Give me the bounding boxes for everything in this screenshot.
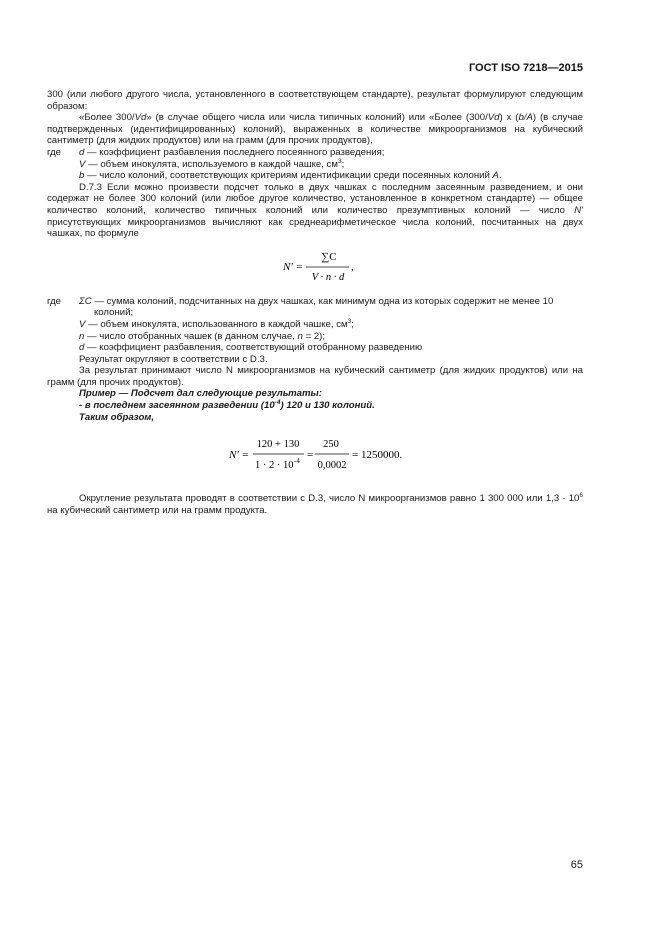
formula2-result: = 1250000. xyxy=(352,449,403,462)
formula1-numerator: ∑C xyxy=(321,250,337,263)
formula-mean-count xyxy=(47,242,583,290)
formula2-equals-1: = xyxy=(307,449,314,462)
formula2-denominator-1: 1 · 2 · 10 xyxy=(255,460,294,472)
document-page xyxy=(47,0,583,935)
formula1-lhs: N' = xyxy=(283,260,303,273)
definitions-list xyxy=(79,147,502,182)
paragraph-rounding: Результат округляют в соответствии с D.3. xyxy=(79,353,268,365)
paragraph-result: За результат принимают число N микроорганизмов на кубический сантиметр (для жидких продуктов) или на грамм (для прочих продуктов). xyxy=(47,365,583,388)
definitions-list-2 xyxy=(79,296,583,354)
example-line: - в последнем засеянном разведении $(10^{-4})$ 120 и 130 колоний. xyxy=(79,398,375,412)
page-number: 65 xyxy=(570,859,583,871)
formula2-numerator-1: 120 + 130 xyxy=(256,439,300,451)
definitions-block-2 xyxy=(47,296,583,354)
formula2-denominator-1-exp: -4 xyxy=(294,457,300,466)
paragraph-intro: 300 (или любого другого числа, установленного в соответствующем стандарте), результат формулируют следующим образом: xyxy=(47,89,583,112)
example-title: Пример — Подсчет дал следующие результаты: xyxy=(79,388,322,400)
formula2-numerator-2: 250 xyxy=(323,439,339,451)
paragraph-d-7-3: D.7.3 Если можно произвести подсчет только в двух чашках с последним засеянным разведением, и они содержат не более 300 колоний (или любое другое количество, установленное в конкретном стандарте) — общее количество колоний, количество типичных колоний или количество презумптивных колоний — число N' присутствующих микроорганизмов вычисляют как среднеарифметическое числа колоний, посчитанных на двух чашках, по формуле xyxy=(47,181,583,240)
formula1-denominator: V · n · d xyxy=(311,271,345,283)
where-label-2: где xyxy=(47,295,62,307)
formula-mean-count-svg xyxy=(47,242,583,290)
definition-sum-c: ΣC — сумма колоний, подсчитанных на двух чашках, как минимум одна из которых содержит не менее 10 колоний; xyxy=(79,295,554,319)
paragraph-result-format: «Более 300/Vd» (в случае общего числа или числа типичных колоний) или «Более (300/Vd) x (b/A) (в случае подтвержденных (идентифицированных) колоний), выраженных в количестве микроорганизмов на кубический сантиметр (для жидких продуктов) или на грамм (для прочих продуктов), xyxy=(47,112,583,147)
formula2-denominator-2: 0,0002 xyxy=(317,460,347,472)
page-content xyxy=(47,89,583,516)
definition-v: V — объем инокулята, используемого в каждой чашке, $см^3$; xyxy=(79,157,345,170)
definitions-block-1 xyxy=(47,147,583,182)
definition-d-2: d — коэффициент разбавления, соответствующий отобранному разведению xyxy=(79,342,423,354)
formula-example xyxy=(47,433,583,477)
document-header: ГОСТ ISO 7218—2015 xyxy=(468,62,583,74)
where-label: где xyxy=(47,146,62,158)
paragraph-final-rounding: Округление результата проводят в соответствии с D.3, число N микроорганизмов равно 1 300 000 или $1,3 \cdot 10^6$ на кубический сантиметр или на грамм продукта. xyxy=(47,492,583,516)
definition-b: b — число колоний, соответствующих критериям идентификации среди посеянных колоний A. xyxy=(79,170,502,182)
definition-d: d — коэффициент разбавления последнего посеянного разведения; xyxy=(79,146,385,158)
definition-v-2: V — объем инокулята, использованного в каждой чашке, $см^3$; xyxy=(79,317,354,330)
formula2-lhs: N' = xyxy=(229,449,249,462)
example-conclusion: Таким образом, xyxy=(79,411,155,423)
formula1-tail: , xyxy=(351,260,354,273)
formula-example-svg xyxy=(47,433,583,477)
definition-n: n — число отобранных чашек (в данном случае, n = 2); xyxy=(79,330,325,342)
